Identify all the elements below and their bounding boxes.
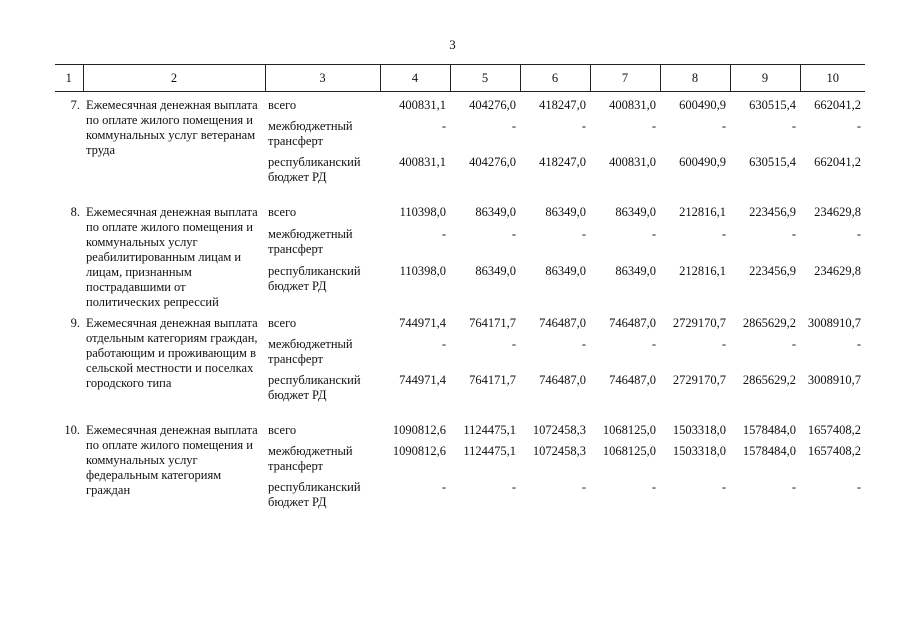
table-body bbox=[55, 92, 865, 525]
amount-cell: 3008910,7 bbox=[807, 316, 861, 330]
funding-source: всего bbox=[268, 205, 297, 219]
amount-cell: 86349,0 bbox=[615, 205, 656, 219]
amount-cell: 86349,0 bbox=[545, 264, 586, 279]
amount-cell: 1503318,0 bbox=[672, 423, 726, 437]
amount-cell: 2729170,7 bbox=[672, 316, 726, 330]
amount-cell: 86349,0 bbox=[615, 264, 656, 279]
amount-cell: 212816,1 bbox=[679, 264, 726, 279]
amount-cell: 3008910,7 bbox=[807, 373, 861, 387]
payment-name: Ежемесячная денежная выплата отдельным категориям граждан, работающим и проживающим в сельской местности и поселках городского типа bbox=[86, 316, 258, 390]
page-number: 3 bbox=[449, 37, 456, 52]
amount-cell: - bbox=[856, 480, 861, 494]
funding-source: всего bbox=[268, 98, 297, 112]
amount-cell: 212816,1 bbox=[679, 205, 726, 219]
amount-cell: 630515,4 bbox=[749, 98, 796, 112]
amount-cell: 86349,0 bbox=[545, 205, 586, 219]
amount-cell: 662041,2 bbox=[814, 98, 861, 112]
funding-source: межбюджетный трансферт bbox=[268, 119, 353, 148]
amount-cell: 1657408,2 bbox=[807, 444, 861, 458]
amount-cell: 400831,1 bbox=[399, 98, 446, 112]
column-header: 1 bbox=[55, 65, 83, 92]
amount-cell: - bbox=[651, 119, 656, 133]
amount-cell: 746487,0 bbox=[609, 373, 656, 387]
payment-name: Ежемесячная денежная выплата по оплате жилого помещения и коммунальных услуг реабилитированным лицам и лицам, признанным пострадавшими от политических репрессий bbox=[86, 205, 258, 309]
amount-cell: 86349,0 bbox=[475, 205, 516, 219]
amount-cell: - bbox=[511, 480, 516, 494]
amount-cell: 418247,0 bbox=[539, 98, 586, 112]
column-header: 10 bbox=[800, 65, 865, 92]
amount-cell: - bbox=[791, 337, 796, 351]
amount-cell: 404276,0 bbox=[469, 155, 516, 169]
amount-cell: 223456,9 bbox=[749, 205, 796, 219]
amount-cell: 234629,8 bbox=[814, 205, 861, 219]
column-header: 5 bbox=[450, 65, 520, 92]
column-header: 2 bbox=[83, 65, 265, 92]
amount-cell: - bbox=[856, 119, 861, 133]
column-header: 6 bbox=[520, 65, 590, 92]
amount-cell: - bbox=[721, 226, 726, 241]
amount-cell: - bbox=[511, 226, 516, 241]
table-row bbox=[55, 417, 865, 438]
row-number: 7. bbox=[70, 98, 80, 112]
amount-cell: - bbox=[441, 226, 446, 241]
row-number: 8. bbox=[70, 205, 80, 219]
amount-cell: 1657408,2 bbox=[807, 423, 861, 437]
payment-name: Ежемесячная денежная выплата по оплате жилого помещения и коммунальных услуг федеральным категориям граждан bbox=[86, 423, 258, 497]
column-header: 8 bbox=[660, 65, 730, 92]
amount-cell: 744971,4 bbox=[399, 373, 446, 387]
amount-cell: 1578484,0 bbox=[742, 423, 796, 437]
amount-cell: 1068125,0 bbox=[602, 423, 656, 437]
amount-cell: 746487,0 bbox=[539, 373, 586, 387]
amount-cell: 746487,0 bbox=[539, 316, 586, 330]
amount-cell: 2729170,7 bbox=[672, 373, 726, 387]
amount-cell: 2865629,2 bbox=[742, 373, 796, 387]
amount-cell: 1503318,0 bbox=[672, 444, 726, 458]
amount-cell: - bbox=[791, 119, 796, 133]
column-header: 4 bbox=[380, 65, 450, 92]
amount-cell: - bbox=[581, 480, 586, 494]
column-header: 3 bbox=[265, 65, 380, 92]
column-header: 9 bbox=[730, 65, 800, 92]
funding-source: республиканский бюджет РД bbox=[268, 264, 361, 294]
amount-cell: - bbox=[856, 337, 861, 351]
amount-cell: 223456,9 bbox=[749, 264, 796, 279]
amount-cell: 746487,0 bbox=[609, 316, 656, 330]
amount-cell: - bbox=[511, 119, 516, 133]
amount-cell: - bbox=[721, 119, 726, 133]
amount-cell: - bbox=[651, 226, 656, 241]
funding-source: республиканский бюджет РД bbox=[268, 155, 361, 184]
amount-cell: 600490,9 bbox=[679, 155, 726, 169]
amount-cell: 744971,4 bbox=[399, 316, 446, 330]
amount-cell: 1578484,0 bbox=[742, 444, 796, 458]
amount-cell: - bbox=[511, 337, 516, 351]
payment-name: Ежемесячная денежная выплата по оплате жилого помещения и коммунальных услуг ветеранам труда bbox=[86, 98, 258, 157]
row-number: 10. bbox=[64, 423, 80, 437]
amount-cell: - bbox=[651, 480, 656, 494]
row-number: 9. bbox=[70, 316, 80, 330]
amount-cell: 110398,0 bbox=[399, 264, 446, 279]
funding-source: межбюджетный трансферт bbox=[268, 337, 353, 366]
amount-cell: - bbox=[441, 480, 446, 494]
amount-cell: 1124475,1 bbox=[463, 444, 516, 458]
amount-cell: 630515,4 bbox=[749, 155, 796, 169]
amount-cell: - bbox=[581, 226, 586, 241]
amount-cell: - bbox=[791, 226, 796, 241]
amount-cell: 764171,7 bbox=[469, 316, 516, 330]
amount-cell: - bbox=[721, 480, 726, 494]
amount-cell: 404276,0 bbox=[469, 98, 516, 112]
amount-cell: - bbox=[441, 119, 446, 133]
amount-cell: 2865629,2 bbox=[742, 316, 796, 330]
funding-source: межбюджетный трансферт bbox=[268, 226, 353, 256]
funding-source: республиканский бюджет РД bbox=[268, 373, 361, 402]
column-header: 7 bbox=[590, 65, 660, 92]
amount-cell: 418247,0 bbox=[539, 155, 586, 169]
amount-cell: - bbox=[441, 337, 446, 351]
funding-source: всего bbox=[268, 316, 297, 330]
amount-cell: 400831,0 bbox=[609, 98, 656, 112]
amount-cell: 600490,9 bbox=[679, 98, 726, 112]
funding-source: всего bbox=[268, 423, 297, 437]
table-row bbox=[55, 310, 865, 331]
amount-cell: 764171,7 bbox=[469, 373, 516, 387]
amount-cell: 110398,0 bbox=[399, 205, 446, 219]
budget-table bbox=[55, 64, 865, 524]
amount-cell: 234629,8 bbox=[814, 264, 861, 279]
table-header-row bbox=[55, 65, 865, 92]
amount-cell: - bbox=[856, 226, 861, 241]
amount-cell: 400831,0 bbox=[609, 155, 656, 169]
amount-cell: 1072458,3 bbox=[532, 423, 586, 437]
funding-source: межбюджетный трансферт bbox=[268, 444, 353, 473]
amount-cell: 86349,0 bbox=[475, 264, 516, 279]
amount-cell: - bbox=[581, 337, 586, 351]
amount-cell: - bbox=[651, 337, 656, 351]
amount-cell: 1068125,0 bbox=[602, 444, 656, 458]
table-row bbox=[55, 199, 865, 221]
amount-cell: 400831,1 bbox=[399, 155, 446, 169]
amount-cell: 1090812,6 bbox=[392, 444, 446, 458]
funding-source: республиканский бюджет РД bbox=[268, 480, 361, 509]
table-row bbox=[55, 92, 865, 114]
amount-cell: 1090812,6 bbox=[392, 423, 446, 437]
amount-cell: 662041,2 bbox=[814, 155, 861, 169]
amount-cell: - bbox=[791, 480, 796, 494]
amount-cell: - bbox=[721, 337, 726, 351]
amount-cell: - bbox=[581, 119, 586, 133]
amount-cell: 1072458,3 bbox=[532, 444, 586, 458]
amount-cell: 1124475,1 bbox=[463, 423, 516, 437]
